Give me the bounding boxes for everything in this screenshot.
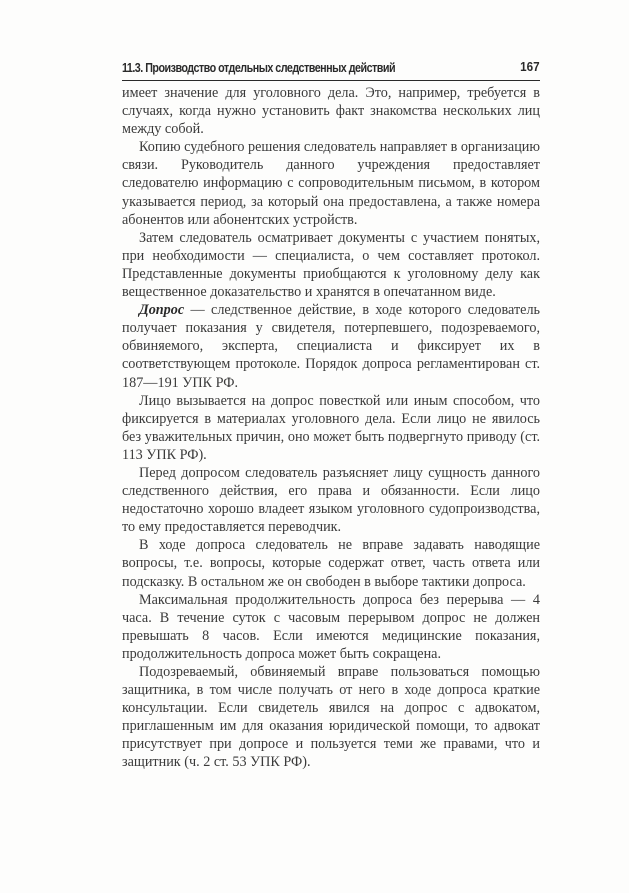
paragraph-1: имеет значение для уголовного дела. Это, например, требуется в случаях, когда нужно установить факт знакомства нескольких лиц между собой. <box>122 85 540 138</box>
paragraph-8: Максимальная продолжительность допроса без перерыва — 4 часа. В течение суток с часовым перерывом допрос не должен превышать 8 часов. Если имеются медицинские показания, продолжительность допроса может быть сокращена. <box>122 591 540 662</box>
running-header <box>122 54 540 81</box>
paragraph-4 <box>122 301 540 391</box>
paragraph-9: Подозреваемый, обвиняемый вправе пользоваться помощью защитника, в том числе получать от него в ходе допроса краткие консультации. Если свидетель явился на допрос с адвокатом, приглашенным им для оказания юридической помощи, то адвокат присутствует при допросе и пользуется теми же правами, что и защитник (ч. 2 ст. 53 УПК РФ). <box>122 664 540 771</box>
paragraph-3: Затем следователь осматривает документы с участием понятых, при необходимости — специалиста, о чем составляет протокол. Представленные документы приобщаются к уголовному делу как вещественное доказательство и хранятся в опечатанном виде. <box>122 229 540 301</box>
paragraph-4-text: — следственное действие, в ходе которого следователь получает показания у свидетеля, потерпевшего, подозреваемого, обвиняемого, эксперта, специалиста и фиксирует их в соответствующем протоколе. Порядок допроса регламентирован ст. 187—191 УПК РФ. <box>122 302 540 391</box>
body-text <box>122 84 540 772</box>
term-dopros: Допрос <box>139 302 185 319</box>
section-title: 11.3. Производство отдельных следственных действий <box>122 61 396 75</box>
paragraph-5: Лицо вызывается на допрос повесткой или иным способом, что фиксируется в материалах уголовного дела. Если лицо не явилось без уважительных причин, оно может быть подвергнуто приводу (ст. 113 УПК РФ). <box>122 392 540 463</box>
paragraph-2: Копию судебного решения следователь направляет в организацию связи. Руководитель данного учреждения предоставляет следователю информацию с сопроводительным письмом, в котором указывается период, за который она предоставлена, а также номера абонентов или абонентских устройств. <box>122 139 540 228</box>
page-number: 167 <box>520 59 540 74</box>
paragraph-7: В ходе допроса следователь не вправе задавать наводящие вопросы, т.е. вопросы, которые содержат ответ, часть ответа или подсказку. В остальном же он свободен в выборе тактики допроса. <box>122 537 540 590</box>
paragraph-6: Перед допросом следователь разъясняет лицу сущность данного следственного действия, его права и обязанности. Если лицо недостаточно хорошо владеет языком уголовного судопроизводства, то ему предоставляется переводчик. <box>122 464 540 536</box>
